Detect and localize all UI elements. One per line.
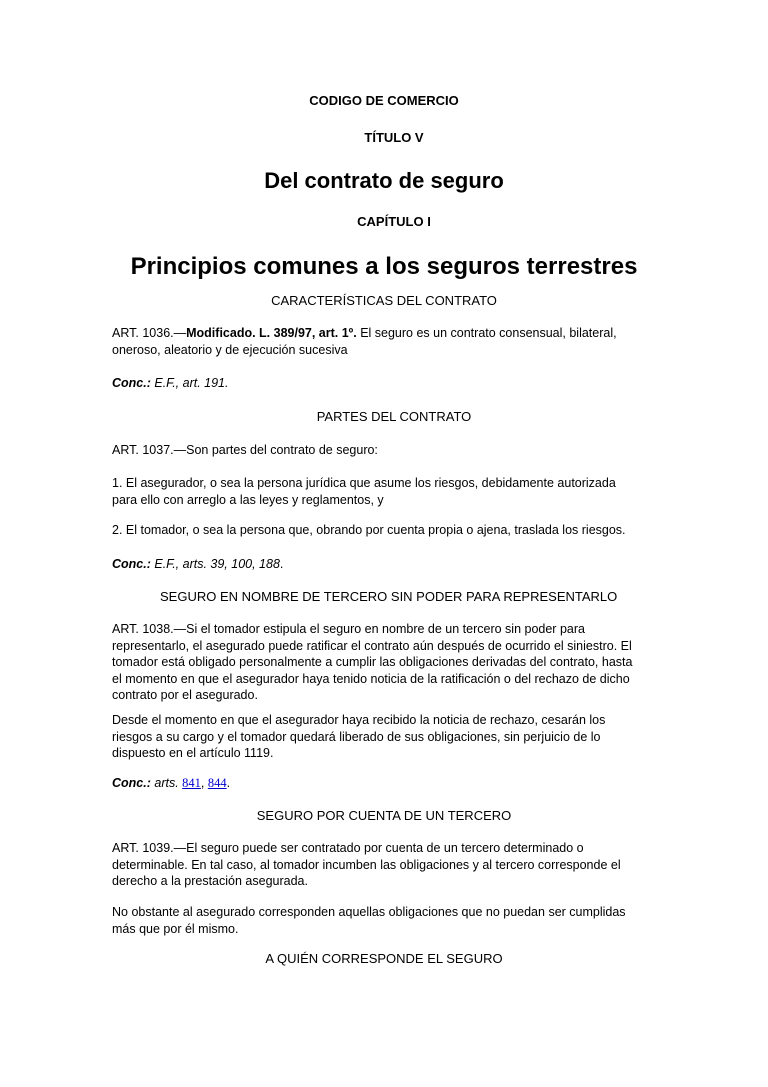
art-1039-p1 — [112, 840, 652, 890]
art-1038-p2-line: dispuesto en el artículo 1119. — [112, 746, 274, 760]
art-1036 — [112, 325, 652, 358]
art-1039-p1-line: derecho a la prestación asegurada. — [112, 874, 308, 888]
art-1038-p1-line: ART. 1038.—Si el tomador estipula el seguro en nombre de un tercero sin poder para — [112, 622, 585, 636]
art-1036-prefix: ART. 1036.— — [112, 326, 187, 340]
art-1036-modification: Modificado. L. 389/97, art. 1º. — [186, 326, 357, 340]
conc-label: Conc.: — [112, 557, 151, 571]
section-seguro-cuenta-tercero: SEGURO POR CUENTA DE UN TERCERO — [256, 808, 512, 823]
art-1037-intro-text: ART. 1037.—Son partes del contrato de seguro: — [112, 443, 378, 457]
section-seguro-nombre-tercero: SEGURO EN NOMBRE DE TERCERO SIN PODER PARA REPRESENTARLO — [160, 589, 618, 604]
art-1036-text: El seguro es un contrato consensual, bilateral, — [356, 326, 617, 340]
titulo-heading: TÍTULO V — [364, 130, 424, 145]
art-1038-p1 — [112, 621, 652, 704]
art-1039-p1-line: determinable. En tal caso, al tomador incumben las obligaciones y al tercero corresponde el — [112, 857, 621, 872]
conc-label: Conc.: — [112, 776, 151, 790]
art-1037-item2-text: 2. El tomador, o sea la persona que, obrando por cuenta propia o ajena, traslada los riesgos. — [112, 523, 626, 537]
section-partes: PARTES DEL CONTRATO — [316, 409, 472, 424]
art-1038-p2 — [112, 712, 652, 762]
art-1037-item1-line2: para ello con arreglo a las leyes y reglamentos, y — [112, 492, 384, 507]
art-1038-p1-line: contrato por el asegurado. — [112, 688, 258, 702]
art-1038-p2-line: riesgos a su cargo y el tomador quedará liberado de sus obligaciones, sin perjuicio de lo — [112, 729, 601, 744]
art-1039-p2-line: más que por él mismo. — [112, 921, 239, 936]
art-1037-item2 — [112, 522, 652, 539]
art-1039-p2-line: No obstante al asegurado corresponden aquellas obligaciones que no puedan ser cumplidas — [112, 905, 626, 919]
art-1036-line2: oneroso, aleatorio y de ejecución sucesiva — [112, 342, 348, 357]
conc-sep: , — [200, 776, 208, 790]
link-art-844[interactable]: 844 — [207, 776, 227, 790]
conc-text: E.F., art. 191. — [150, 376, 229, 390]
art-1037-item1-line1: 1. El asegurador, o sea la persona jurídica que asume los riesgos, debidamente autorizada — [112, 476, 616, 490]
conc-text: arts. — [150, 776, 183, 790]
art-1039-p1-line: ART. 1039.—El seguro puede ser contratado por cuenta de un tercero determinado o — [112, 841, 584, 855]
conc-1036 — [112, 375, 652, 392]
conc-end: . — [279, 557, 284, 571]
art-1038-p1-line: representarlo, el asegurado puede ratificar el contrato aún después de ocurrido el siniestro. El — [112, 638, 632, 653]
art-1038-p2-line: Desde el momento en que el asegurador haya recibido la noticia de rechazo, cesarán los — [112, 713, 606, 727]
art-1038-p1-line: el momento en que el asegurador haya tenido noticia de la ratificación o del rechazo de dicho — [112, 671, 630, 686]
capitulo-name: Principios comunes a los seguros terrestres — [130, 253, 638, 280]
art-1038-p1-line: tomador está obligado personalmente a cumplir las obligaciones derivadas del contrato, hasta — [112, 655, 633, 669]
art-1037-intro — [112, 442, 652, 459]
conc-1038 — [112, 775, 652, 792]
conc-text: E.F., arts. 39, 100, 188 — [150, 557, 280, 571]
conc-label: Conc.: — [112, 376, 151, 390]
conc-end: . — [226, 776, 231, 790]
code-title: CODIGO DE COMERCIO — [309, 93, 459, 108]
art-1039-p2 — [112, 904, 652, 937]
capitulo-heading: CAPÍTULO I — [357, 214, 431, 229]
art-1037-item1 — [112, 475, 652, 508]
link-art-841[interactable]: 841 — [182, 776, 201, 790]
section-a-quien: A QUIÉN CORRESPONDE EL SEGURO — [265, 951, 503, 966]
conc-1037 — [112, 556, 652, 573]
titulo-name: Del contrato de seguro — [264, 168, 504, 193]
section-caracteristicas: CARACTERÍSTICAS DEL CONTRATO — [271, 293, 497, 308]
